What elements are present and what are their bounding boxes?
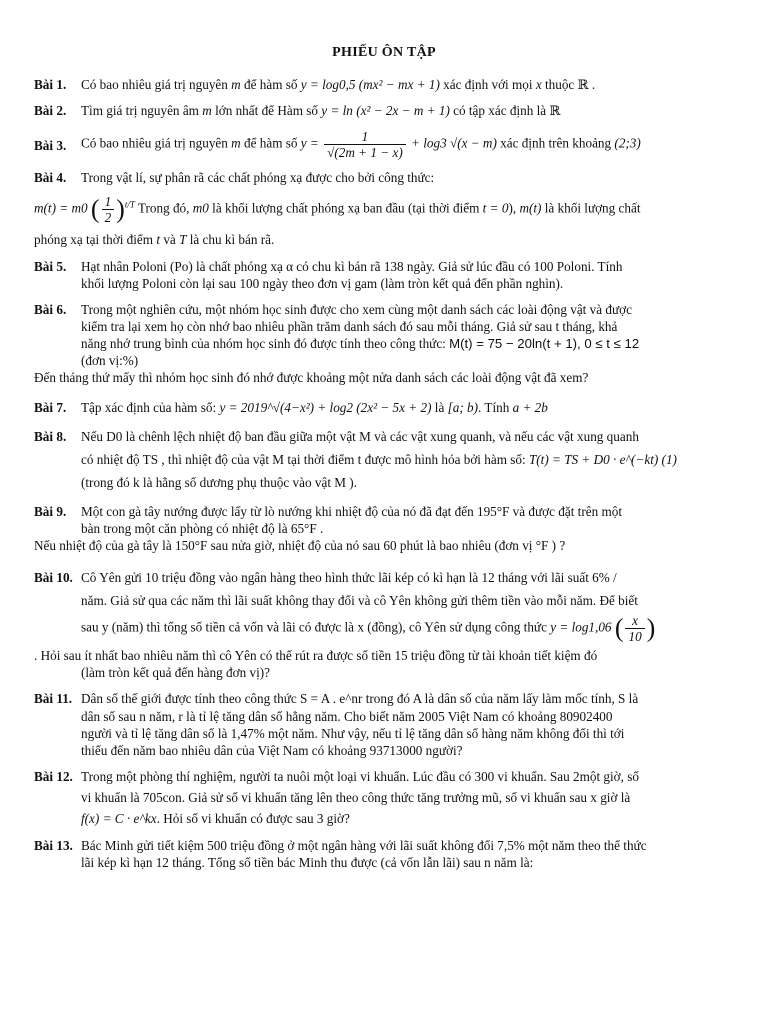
- formula: M(t) = 75 − 20ln(t + 1), 0 ≤ t ≤ 12: [449, 336, 640, 352]
- problem-label: Bài 9.: [34, 504, 67, 520]
- problem-label: Bài 8.: [34, 428, 67, 444]
- formula: T(t) = TS + D0 · e^(−kt) (1): [528, 451, 677, 467]
- problem-label: Bài 5.: [34, 258, 67, 274]
- problem-3: Bài 3. Có bao nhiêu giá trị nguyên m để hàm số y = $\frac{1}{√(2m + 1 - x)}$ + log3 √(x − m) xác định trên khoảng (2;3): [34, 128, 641, 160]
- problem-label: Bài 1.: [34, 77, 67, 93]
- problem-11: Bài 11. Dân số thế giới được tính theo công thức S = A . e^nr trong đó A là dân số của năm lấy làm mốc tính, S là dân số sau n năm, r là tỉ lệ tăng dân số hằng năm. Cho biết năm 2005 Việt Nam có khoảng 80902400 người và tỉ lệ tăng dân số là 1,47% một năm. Như vậy, nếu tỉ lệ tăng dân số hàng năm không đổi thì tới thiểu đến năm bao nhiêu dân của Việt Nam có khoảng 93713000 người?: [34, 691, 639, 758]
- problem-5: Bài 5. Hạt nhân Poloni (Po) là chất phóng xạ α có chu kì bán rã 138 ngày. Giả sử lúc đầu có 100 Poloni. Tính khối lượng Poloni còn lại sau 100 ngày theo đơn vị gam (làm tròn kết quả đến phần nghìn).: [34, 258, 623, 291]
- fraction: $\frac{1}{√(2m + 1 - x)}$: [324, 129, 406, 160]
- formula: y = 2019^√(4−x²) + log2 (2x² − 5x + 2): [219, 399, 432, 415]
- formula: y = ln (x² − 2x − m + 1): [321, 103, 450, 119]
- problem-label: Bài 11.: [34, 691, 73, 707]
- problem-label: Bài 3.: [34, 137, 67, 153]
- problem-label: Bài 13.: [34, 837, 73, 853]
- fraction: $\frac{1}{2}$: [102, 194, 115, 225]
- problem-12: Bài 12. Trong một phòng thí nghiệm, người ta nuôi một loại vi khuẩn. Lúc đầu có 300 vi khuẩn. Sau 2một giờ, số vi khuẩn là 705con. Giả sử số vi khuẩn tăng lên theo công thức tăng trưởng mũ, số vi khuẩn sau x giờ là f(x) = C · e^kx. Hỏi số vi khuẩn có được sau 3 giờ?: [34, 769, 639, 827]
- problem-label: Bài 6.: [34, 301, 67, 317]
- problem-6: Bài 6. Trong một nghiên cứu, một nhóm học sinh được cho xem cùng một danh sách các loài động vật và được kiểm tra lại xem họ còn nhớ bao nhiêu phần trăm danh sách đó sau mỗi tháng. Giả sử sau t tháng, khả năng nhớ trung bình của nhóm học sinh đó được tính theo công thức: M(t) = 75 − 20ln(t + 1), 0 ≤ t ≤ 12 (đơn vị:%) Đến tháng thứ mấy thì nhóm học sinh đó nhớ được khoảng một nửa danh sách các loài động vật đã xem?: [34, 301, 640, 386]
- page-title: PHIẾU ÔN TẬP: [332, 45, 436, 60]
- problem-4: Bài 4. Trong vật lí, sự phân rã các chất phóng xạ được cho bởi công thức: m(t) = m0 ( $\frac{1}{2}$ )$^{t/T}$ Trong đó, m0 là khối lượng chất phóng xạ ban đầu (tại thời điểm t = 0), m(t) là khối lượng chất phóng xạ tại thời điểm t và T là chu kì bán rã.: [34, 169, 641, 248]
- problem-7: Bài 7. Tập xác định của hàm số: y = 2019^√(4−x²) + log2 (2x² − 5x + 2) là [a; b). Tính a + 2b: [34, 399, 548, 415]
- worksheet-page: [34, 44, 734, 880]
- problem-label: Bài 10.: [34, 569, 73, 585]
- fraction: $\frac{x}{10}$: [625, 613, 644, 644]
- problem-1: Bài 1. Có bao nhiêu giá trị nguyên m để hàm số y = log0,5 (mx² − mx + 1) xác định với mọi x thuộc ℝ .: [34, 77, 596, 93]
- problem-8: Bài 8. Nếu D0 là chênh lệch nhiệt độ ban đầu giữa một vật M và các vật xung quanh, và nếu các vật xung quanh có nhiệt độ TS , thì nhiệt độ của vật M tại thời điểm t được mô hình hóa bởi hàm số: T(t) = TS + D0 · e^(−kt) (1) (trong đó k là hằng số dương phụ thuộc vào vật M ).: [34, 425, 734, 494]
- formula: f(x) = C · e^kx: [81, 811, 157, 827]
- problem-13: Bài 13. Bác Minh gửi tiết kiệm 500 triệu đồng ở một ngân hàng với lãi suất không đổi 7,5% một năm theo thể thức lãi kép kì hạn 12 tháng. Tổng số tiền bác Minh thu được (cả vốn lẫn lãi) sau n năm là:: [34, 837, 647, 870]
- formula: y = log0,5 (mx² − mx + 1): [300, 77, 440, 93]
- problem-10: Bài 10. Cô Yên gửi 10 triệu đồng vào ngân hàng theo hình thức lãi kép có kì hạn là 12 tháng với lãi suất 6% / năm. Giả sử qua các năm thì lãi suất không thay đổi và cô Yên không gửi thêm tiền vào mỗi năm. Để biết sau y (năm) thì tổng số tiền cả vốn và lãi có được là x (đồng), cô Yên sử dụng công thức y = log1,06 ( $\frac{x}{10}$ ): [34, 569, 656, 644]
- problem-2: Bài 2. Tìm giá trị nguyên âm m lớn nhất để Hàm số y = ln (x² − 2x − m + 1) có tập xác định là ℝ: [34, 103, 561, 119]
- problem-label: Bài 12.: [34, 769, 73, 785]
- problem-9: Bài 9. Một con gà tây nướng được lấy từ lò nướng khi nhiệt độ của nó đã đạt đến 195°F và được đặt trên một bàn trong một căn phòng có nhiệt độ là 65°F . Nếu nhiệt độ của gà tây là 150°F sau nửa giờ, nhiệt độ của nó sau 60 phút là bao nhiêu (đơn vị °F ) ?: [34, 504, 622, 554]
- problem-10-continued: . Hỏi sau ít nhất bao nhiêu năm thì cô Yên có thể rút ra được số tiền 15 triệu đồng từ tài khoản tiết kiệm đó (làm tròn kết quả đến hàng đơn vị)?: [34, 648, 598, 681]
- problem-label: Bài 4.: [34, 169, 67, 185]
- problem-label: Bài 7.: [34, 399, 67, 415]
- problem-label: Bài 2.: [34, 103, 67, 119]
